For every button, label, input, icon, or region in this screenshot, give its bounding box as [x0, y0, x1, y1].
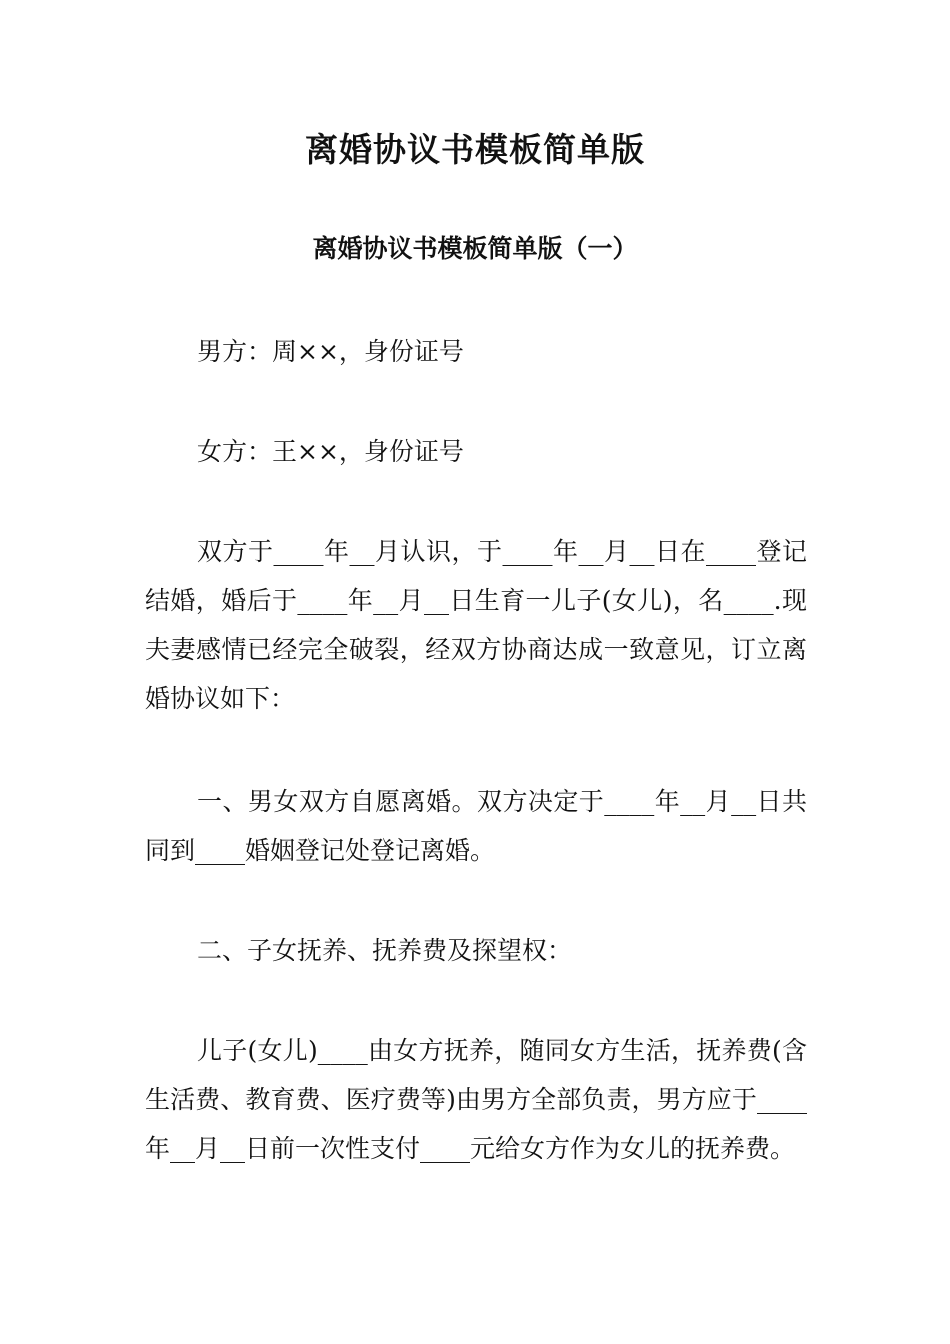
document-title: 离婚协议书模板简单版	[305, 130, 645, 169]
paragraph-female-party: 女方：王××，身份证号	[197, 437, 464, 466]
document-subtitle: 离婚协议书模板简单版（一）	[312, 234, 638, 263]
paragraph-clause-two: 二、子女抚养、抚养费及探望权：	[197, 936, 573, 965]
paragraph-clause-one: 一、男女双方自愿离婚。双方决定于____年__月__日共同到____婚姻登记处登记离婚。	[145, 787, 807, 865]
paragraph-introduction: 双方于____年__月认识，于____年__月__日在____登记结婚，婚后于____年__月__日生育一儿子(女儿)，名____.现夫妻感情已经完全破裂，经双方协商达成一致意见，订立离婚协议如下：	[145, 537, 807, 713]
paragraph-male-party: 男方：周××，身份证号	[197, 337, 464, 366]
paragraph-child-support: 儿子(女儿)____由女方抚养，随同女方生活，抚养费(含生活费、教育费、医疗费等)由男方全部负责，男方应于____年__月__日前一次性支付____元给女方作为女儿的抚养费。	[145, 1036, 807, 1163]
